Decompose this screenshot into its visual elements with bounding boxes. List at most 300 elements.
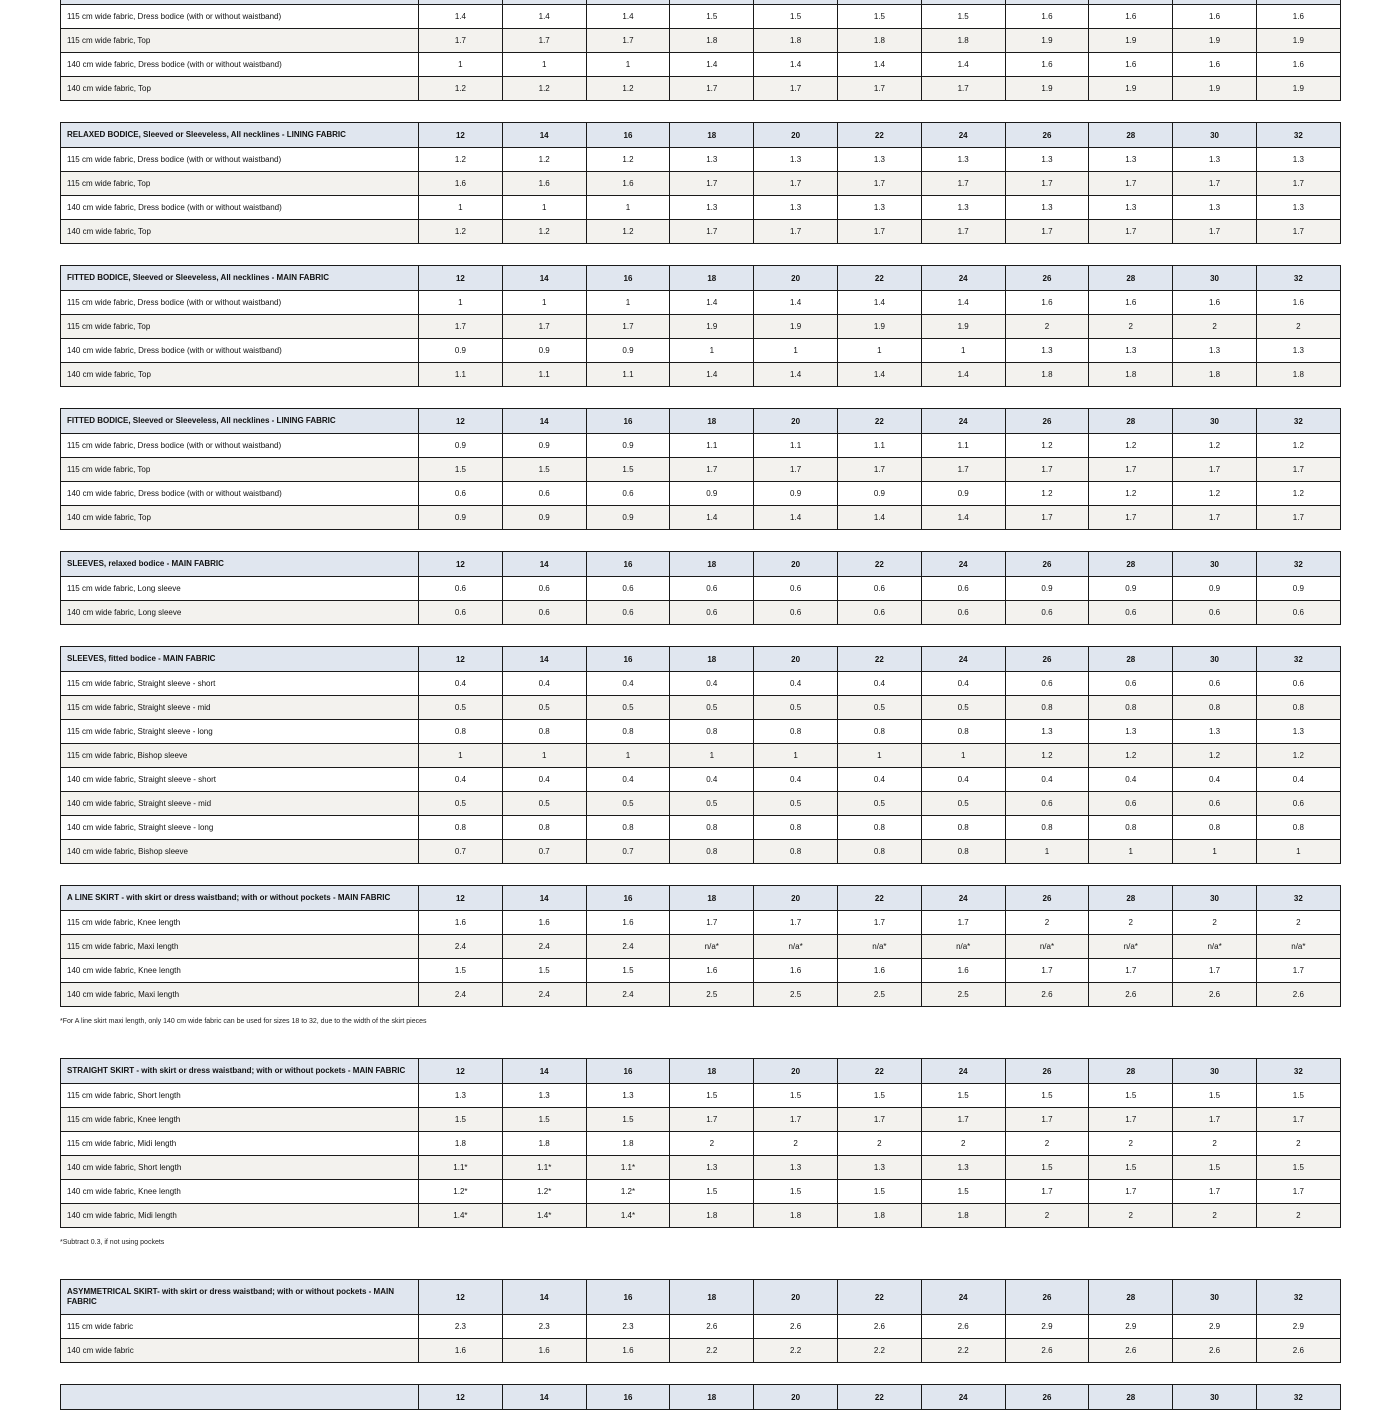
table-header-row [61,266,1341,291]
size-header: 18 [670,1385,754,1410]
row-label: 115 cm wide fabric, Dress bodice (with or without waistband) [61,291,419,315]
fabric-amount-cell: 1.2 [1173,744,1257,768]
fabric-amount-cell: 1 [921,339,1005,363]
size-header: 16 [586,123,670,148]
size-header: 20 [754,886,838,911]
size-header: 16 [586,409,670,434]
size-header: 14 [502,266,586,291]
size-header: 22 [837,886,921,911]
fabric-amount-cell: 0.8 [502,816,586,840]
fabric-amount-cell: 1 [586,291,670,315]
fabric-amount-cell: 1 [754,339,838,363]
fabric-amount-cell: 1.2 [1256,744,1340,768]
fabric-amount-cell: 0.8 [837,720,921,744]
size-header: 12 [419,647,503,672]
fabric-amount-cell: 0.4 [1089,768,1173,792]
fabric-amount-cell: 0.4 [419,672,503,696]
fabric-amount-cell: 1.5 [586,458,670,482]
section-gap [60,1037,1340,1058]
fabric-amount-cell: n/a* [1256,935,1340,959]
table-row [61,720,1341,744]
table-row [61,339,1341,363]
fabric-amount-cell: 1.6 [586,172,670,196]
row-label: 115 cm wide fabric, Midi length [61,1132,419,1156]
table-row [61,1156,1341,1180]
fabric-amount-cell: 1.9 [837,315,921,339]
size-header: 32 [1256,1280,1340,1315]
fabric-amount-cell: 1.4 [754,291,838,315]
fabric-amount-cell: 2.9 [1005,1315,1089,1339]
fabric-amount-cell: 2 [837,1132,921,1156]
fabric-amount-cell: 1.9 [1256,77,1340,101]
fabric-amount-cell: 0.8 [670,816,754,840]
fabric-amount-cell: 1.7 [1256,458,1340,482]
fabric-amount-cell: 1.7 [837,911,921,935]
fabric-amount-cell: 0.9 [1256,577,1340,601]
fabric-amount-cell: 0.8 [837,816,921,840]
fabric-amount-cell: 2.4 [586,983,670,1007]
table-row [61,911,1341,935]
fabric-amount-cell: 0.6 [837,577,921,601]
row-label: 115 cm wide fabric, Long sleeve [61,577,419,601]
fabric-amount-cell: 1.2 [502,148,586,172]
fabric-amount-cell: 1.3 [1256,339,1340,363]
fabric-amount-cell: 1.7 [1173,1108,1257,1132]
section-gap [60,625,1340,646]
fabric-amount-cell: 0.9 [419,506,503,530]
fabric-amount-cell: 1.6 [419,1339,503,1363]
table-row [61,315,1341,339]
row-label: 140 cm wide fabric, Top [61,77,419,101]
size-header: 22 [837,1280,921,1315]
fabric-amount-cell: 1 [837,744,921,768]
fabric-amount-cell: 1 [1089,840,1173,864]
fabric-amount-cell: 1.4 [921,363,1005,387]
fabric-amount-cell: 0.5 [754,792,838,816]
table-row [61,672,1341,696]
fabric-amount-cell: 1 [1173,840,1257,864]
size-header: 12 [419,266,503,291]
fabric-amount-cell: 0.9 [921,482,1005,506]
row-label: 115 cm wide fabric, Dress bodice (with or without waistband) [61,5,419,29]
section-gap [60,387,1340,408]
fabric-amount-cell: 0.9 [1089,577,1173,601]
size-header: 16 [586,886,670,911]
section-title [61,1385,419,1410]
fabric-amount-cell: 2 [1256,911,1340,935]
size-header: 26 [1005,1059,1089,1084]
fabric-amount-cell: 1.5 [502,959,586,983]
size-header: 28 [1089,1385,1173,1410]
table-row [61,744,1341,768]
section-gap [60,101,1340,122]
size-header: 32 [1256,647,1340,672]
fabric-amount-cell: 2.6 [670,1315,754,1339]
size-header: 22 [837,552,921,577]
fabric-amount-cell: 1.7 [670,220,754,244]
fabric-amount-cell: 0.6 [1173,672,1257,696]
table-row [61,506,1341,530]
fabric-table [60,408,1341,530]
fabric-amount-cell: 1.9 [1173,29,1257,53]
fabric-amount-cell: 1.7 [837,77,921,101]
fabric-amount-cell: 1.5 [921,1084,1005,1108]
fabric-amount-cell: 0.5 [586,792,670,816]
fabric-amount-cell: 1.7 [837,220,921,244]
row-label: 140 cm wide fabric, Top [61,363,419,387]
fabric-amount-cell: 1.6 [1173,53,1257,77]
fabric-amount-cell: 2.3 [502,1315,586,1339]
size-header: 24 [921,1059,1005,1084]
fabric-table [60,646,1341,864]
fabric-amount-cell: 1.3 [1005,339,1089,363]
fabric-amount-cell: 1.6 [502,172,586,196]
fabric-amount-cell: 2 [1005,1204,1089,1228]
size-header: 32 [1256,123,1340,148]
row-label: 115 cm wide fabric, Straight sleeve - short [61,672,419,696]
fabric-amount-cell: 1 [670,339,754,363]
fabric-amount-cell: 1.8 [670,29,754,53]
fabric-amount-cell: 0.5 [670,696,754,720]
fabric-amount-cell: 0.9 [502,339,586,363]
fabric-amount-cell: 1.3 [1256,720,1340,744]
fabric-amount-cell: 0.8 [1005,816,1089,840]
fabric-amount-cell: 0.6 [502,601,586,625]
row-label: 115 cm wide fabric, Straight sleeve - long [61,720,419,744]
fabric-amount-cell: 1.5 [837,1084,921,1108]
fabric-amount-cell: 1.3 [1089,720,1173,744]
section-title: FITTED BODICE, Sleeved or Sleeveless, All necklines - MAIN FABRIC [61,266,419,291]
size-header: 28 [1089,647,1173,672]
fabric-amount-cell: 2.2 [921,1339,1005,1363]
fabric-amount-cell: 1.3 [1173,148,1257,172]
table-row [61,1084,1341,1108]
fabric-amount-cell: 1.7 [586,315,670,339]
fabric-amount-cell: 1.9 [1256,29,1340,53]
fabric-amount-cell: 2 [1005,315,1089,339]
fabric-amount-cell: 0.6 [1256,601,1340,625]
table-row [61,172,1341,196]
fabric-amount-cell: 0.8 [754,816,838,840]
fabric-amount-cell: 1.4 [754,506,838,530]
fabric-amount-cell: 1.7 [1005,172,1089,196]
fabric-amount-cell: 0.6 [419,577,503,601]
fabric-amount-cell: 0.9 [419,434,503,458]
fabric-amount-cell: 1.5 [419,458,503,482]
fabric-amount-cell: 1.7 [1173,959,1257,983]
fabric-amount-cell: 2.3 [586,1315,670,1339]
fabric-amount-cell: 2.6 [1256,983,1340,1007]
fabric-amount-cell: 0.6 [502,577,586,601]
table-row [61,220,1341,244]
size-header: 30 [1173,1385,1257,1410]
fabric-amount-cell: 1.8 [586,1132,670,1156]
fabric-amount-cell: 0.9 [502,434,586,458]
fabric-amount-cell: 2.9 [1256,1315,1340,1339]
fabric-amount-cell: 1.7 [670,911,754,935]
size-header: 30 [1173,266,1257,291]
fabric-amount-cell: 1.8 [921,1204,1005,1228]
size-header: 16 [586,1385,670,1410]
fabric-amount-cell: 0.6 [1256,792,1340,816]
fabric-amount-cell: 0.5 [502,696,586,720]
fabric-amount-cell: 0.4 [921,768,1005,792]
fabric-amount-cell: 1 [502,291,586,315]
fabric-amount-cell: 0.5 [921,696,1005,720]
fabric-amount-cell: 2.6 [1089,983,1173,1007]
size-header: 30 [1173,1280,1257,1315]
fabric-amount-cell: 1.4 [754,53,838,77]
fabric-amount-cell: 0.4 [670,672,754,696]
fabric-amount-cell: 2 [1256,1204,1340,1228]
size-header: 14 [502,552,586,577]
fabric-amount-cell: 1.7 [1173,506,1257,530]
fabric-amount-cell: 1.4 [670,363,754,387]
size-header: 18 [670,1280,754,1315]
fabric-amount-cell: 1.6 [837,959,921,983]
fabric-amount-cell: 1.1 [502,363,586,387]
table-row [61,53,1341,77]
fabric-amount-cell: 1.3 [1089,196,1173,220]
fabric-amount-cell: 1.7 [754,77,838,101]
fabric-amount-cell: 1.5 [670,1180,754,1204]
fabric-amount-cell: 1.5 [502,1108,586,1132]
fabric-amount-cell: 1.2 [1256,434,1340,458]
size-header: 26 [1005,1280,1089,1315]
size-header: 28 [1089,266,1173,291]
fabric-amount-cell: 1.2 [419,148,503,172]
size-header: 22 [837,1385,921,1410]
size-header: 20 [754,647,838,672]
fabric-amount-cell: 1.3 [670,148,754,172]
fabric-amount-cell: 1.6 [921,959,1005,983]
fabric-amount-cell: 2.6 [1173,1339,1257,1363]
section-title: FITTED BODICE, Sleeved or Sleeveless, All necklines - LINING FABRIC [61,409,419,434]
fabric-amount-cell: 1.7 [921,911,1005,935]
fabric-amount-cell: 1.7 [670,172,754,196]
fabric-amount-cell: 1.7 [1173,458,1257,482]
size-header: 24 [921,123,1005,148]
fabric-amount-cell: 0.4 [586,672,670,696]
fabric-amount-cell: 1.5 [502,458,586,482]
fabric-amount-cell: 0.8 [670,840,754,864]
fabric-amount-cell: 1.7 [1256,172,1340,196]
fabric-amount-cell: 1.4 [837,53,921,77]
size-header: 30 [1173,647,1257,672]
fabric-amount-cell: 0.9 [586,506,670,530]
row-label: 140 cm wide fabric, Bishop sleeve [61,840,419,864]
fabric-amount-cell: 0.6 [1173,792,1257,816]
fabric-amount-cell: 1 [419,744,503,768]
fabric-amount-cell: 0.9 [586,339,670,363]
fabric-amount-cell: 2.4 [419,983,503,1007]
fabric-amount-cell: 2.2 [670,1339,754,1363]
fabric-amount-cell: 1.6 [1173,291,1257,315]
row-label: 140 cm wide fabric, Dress bodice (with or without waistband) [61,482,419,506]
fabric-amount-cell: 1.6 [1089,5,1173,29]
fabric-amount-cell: 1.5 [586,1108,670,1132]
fabric-amount-cell: 1.4 [837,291,921,315]
fabric-amount-cell: 0.4 [670,768,754,792]
size-header: 18 [670,647,754,672]
fabric-amount-cell: 2.4 [586,935,670,959]
fabric-amount-cell: 1.4 [670,506,754,530]
fabric-amount-cell: 1.1 [754,434,838,458]
fabric-table [60,885,1341,1007]
fabric-amount-cell: 2.2 [754,1339,838,1363]
fabric-amount-cell: 1.5 [1005,1156,1089,1180]
fabric-amount-cell: 0.8 [1089,816,1173,840]
fabric-amount-cell: 0.8 [1005,696,1089,720]
size-header: 26 [1005,886,1089,911]
fabric-amount-cell: 1.5 [1256,1156,1340,1180]
fabric-amount-cell: 2 [1173,911,1257,935]
table-row [61,601,1341,625]
fabric-amount-cell: 1 [1256,840,1340,864]
fabric-amount-cell: 1.3 [921,196,1005,220]
fabric-table [60,122,1341,244]
table-row [61,1180,1341,1204]
fabric-amount-cell: 0.7 [419,840,503,864]
fabric-amount-cell: 0.5 [502,792,586,816]
fabric-amount-cell: 2 [921,1132,1005,1156]
fabric-amount-cell: 1.5 [419,959,503,983]
fabric-amount-cell: 0.9 [670,482,754,506]
fabric-amount-cell: 2.5 [921,983,1005,1007]
fabric-amount-cell: 1.7 [1005,458,1089,482]
fabric-amount-cell: 0.6 [754,601,838,625]
row-label: 115 cm wide fabric [61,1315,419,1339]
fabric-amount-cell: 1.7 [1256,1108,1340,1132]
fabric-amount-cell: 2 [1005,911,1089,935]
fabric-amount-cell: 1.4 [502,5,586,29]
size-header: 12 [419,1280,503,1315]
table-row [61,77,1341,101]
fabric-amount-cell: 0.8 [921,840,1005,864]
row-label: 140 cm wide fabric, Dress bodice (with or without waistband) [61,339,419,363]
fabric-amount-cell: 1.6 [1089,291,1173,315]
fabric-amount-cell: n/a* [921,935,1005,959]
fabric-amount-cell: 2 [1256,1132,1340,1156]
fabric-amount-cell: 1.6 [1256,5,1340,29]
fabric-amount-cell: 1.6 [1256,53,1340,77]
fabric-amount-cell: 0.9 [754,482,838,506]
fabric-amount-cell: 1.9 [1005,77,1089,101]
fabric-amount-cell: 1.9 [670,315,754,339]
fabric-amount-cell: 0.8 [1089,696,1173,720]
size-header: 16 [586,552,670,577]
size-header: 18 [670,266,754,291]
size-header: 22 [837,266,921,291]
fabric-amount-cell: 1.1 [921,434,1005,458]
fabric-amount-cell: 0.4 [837,768,921,792]
size-header: 18 [670,552,754,577]
size-header: 30 [1173,123,1257,148]
fabric-amount-cell: 1.3 [754,1156,838,1180]
fabric-amount-cell: 1.8 [670,1204,754,1228]
row-label: 140 cm wide fabric, Dress bodice (with or without waistband) [61,53,419,77]
fabric-amount-cell: 2 [754,1132,838,1156]
size-header: 14 [502,123,586,148]
fabric-amount-cell: 1.7 [1005,220,1089,244]
fabric-amount-cell: 1.5 [586,959,670,983]
size-header: 20 [754,266,838,291]
fabric-amount-cell: 1.7 [754,911,838,935]
fabric-amount-cell: 1.7 [1005,1108,1089,1132]
fabric-requirements-document [60,0,1340,1410]
table-row [61,1132,1341,1156]
fabric-amount-cell: 0.8 [921,816,1005,840]
fabric-amount-cell: 2.5 [670,983,754,1007]
fabric-amount-cell: 0.8 [1173,816,1257,840]
fabric-amount-cell: 1.5 [419,1108,503,1132]
fabric-amount-cell: 1 [586,196,670,220]
fabric-amount-cell: 2.4 [419,935,503,959]
fabric-amount-cell: 0.9 [586,434,670,458]
row-label: 115 cm wide fabric, Knee length [61,911,419,935]
size-header: 22 [837,647,921,672]
fabric-amount-cell: 1.6 [586,911,670,935]
fabric-amount-cell: 2 [1089,1132,1173,1156]
size-header: 22 [837,409,921,434]
fabric-amount-cell: 1.6 [1005,53,1089,77]
fabric-amount-cell: 0.8 [670,720,754,744]
fabric-amount-cell: 1.4 [670,53,754,77]
section-title: ASYMMETRICAL SKIRT- with skirt or dress waistband; with or without pockets - MAIN FABRIC [61,1280,419,1315]
fabric-amount-cell: 1 [670,744,754,768]
section-title: SLEEVES, fitted bodice - MAIN FABRIC [61,647,419,672]
fabric-amount-cell: 1.8 [921,29,1005,53]
fabric-amount-cell: 1.2 [419,77,503,101]
fabric-amount-cell: 1.4 [921,291,1005,315]
row-label: 140 cm wide fabric, Dress bodice (with or without waistband) [61,196,419,220]
fabric-amount-cell: 1.7 [837,1108,921,1132]
fabric-amount-cell: 1.4 [837,363,921,387]
fabric-amount-cell: 1.6 [419,172,503,196]
fabric-amount-cell: 1.2 [502,220,586,244]
fabric-amount-cell: 1.7 [1173,1180,1257,1204]
row-label: 140 cm wide fabric, Top [61,506,419,530]
size-header: 20 [754,123,838,148]
section-gap [60,1363,1340,1384]
table-row [61,696,1341,720]
fabric-amount-cell: 1.7 [921,172,1005,196]
size-header: 24 [921,1385,1005,1410]
size-header: 20 [754,552,838,577]
size-header: 30 [1173,886,1257,911]
fabric-amount-cell: 1.5 [1173,1084,1257,1108]
fabric-amount-cell: 1.3 [1173,196,1257,220]
fabric-amount-cell: 2 [1089,1204,1173,1228]
size-header: 20 [754,409,838,434]
size-header: 32 [1256,1059,1340,1084]
fabric-amount-cell: 1.3 [754,148,838,172]
size-header: 18 [670,123,754,148]
fabric-amount-cell: 1.1 [670,434,754,458]
fabric-amount-cell: 0.5 [586,696,670,720]
fabric-amount-cell: 1.7 [1089,506,1173,530]
fabric-amount-cell: 1.7 [921,220,1005,244]
row-label: 140 cm wide fabric, Straight sleeve - long [61,816,419,840]
fabric-amount-cell: 2 [1256,315,1340,339]
size-header: 12 [419,123,503,148]
fabric-amount-cell: 1.2 [1089,482,1173,506]
fabric-amount-cell: 1.5 [1089,1156,1173,1180]
fabric-amount-cell: 0.5 [921,792,1005,816]
table-row [61,983,1341,1007]
fabric-amount-cell: 1.6 [1005,5,1089,29]
fabric-amount-cell: 1.4 [670,291,754,315]
